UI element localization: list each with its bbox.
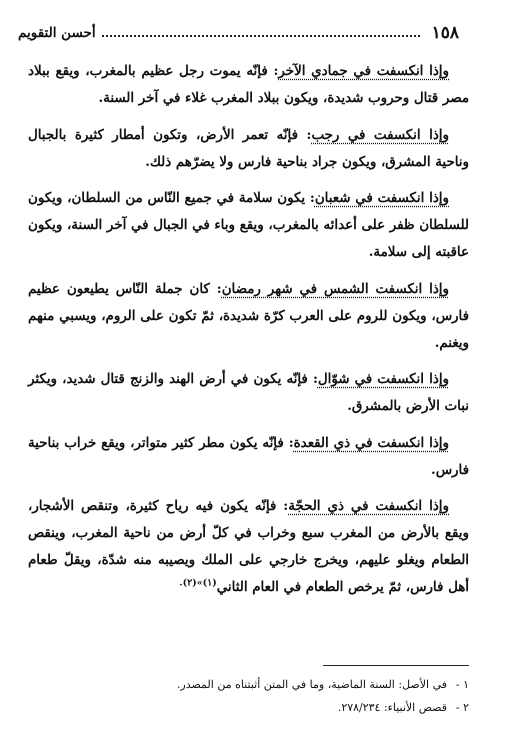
footnote-number: ١ - <box>455 678 469 691</box>
paragraph-shaban <box>28 185 469 266</box>
paragraph-lead: وإذا انكسفت في رجب <box>311 126 449 143</box>
paragraph-text: : فإنّه يموت رجل عظيم بالمغرب، ويقع ببلاد مصر قتال وحروب شديدة، ويكون ببلاد المغرب غلاء في آخر السنة. <box>28 63 469 106</box>
paragraph-text: : كان جملة النّاس يطيعون عظيم فارس، ويكون للروم على العرب كرّة شديدة، ثمّ تكون على الروم، ويسبي منهم ويغنم. <box>28 280 469 351</box>
paragraph-lead: وإذا انكسفت في ذي القعدة <box>293 434 449 451</box>
paragraph-text: : فإنّه تعمر الأرض، وتكون أمطار كثيرة بالجبال وناحية المشرق، ويكون جراد بناحية فارس ولا يضرّهم ذلك. <box>28 126 469 170</box>
footnote-text: في الأصل: السنة الماضية، وما في المتن أثبتناه من المصدر. <box>176 678 447 691</box>
paragraph-text: : يكون سلامة في جميع النّاس من السلطان، ويكون للسلطان ظفر على أعدائه بالمغرب، ويقع وباء في الجبال في آخر السنة، ويكون عاقبته إلى سلامة. <box>27 190 469 260</box>
running-header <box>18 22 459 44</box>
paragraph-shawwal <box>28 366 469 420</box>
paragraph-lead: وإذا انكسفت في جمادي الآخر <box>278 63 449 79</box>
footnote-text: قصص الأنبياء: ٢٧٨/٢٣٤. <box>337 701 447 714</box>
paragraph-dhu-al-qadah <box>28 430 469 484</box>
paragraph-lead: وإذا انكسفت في شعبان <box>314 190 449 206</box>
header-dot-leader <box>102 35 420 37</box>
page-number: ١٥٨ <box>431 23 459 43</box>
footnote-divider <box>323 665 469 666</box>
footnote-2 <box>28 696 469 719</box>
paragraph-rajab <box>28 122 469 176</box>
footnote-number: ٢ - <box>455 701 469 714</box>
footnote-1 <box>28 673 469 696</box>
main-text <box>28 58 469 611</box>
paragraph-text: : فإنّه يكون في أرض الهند والزنج قتال شديد، ويكثر نبات الأرض بالمشرق. <box>28 371 469 414</box>
paragraph-jumada-al-akhir <box>28 58 469 112</box>
paragraph-lead: وإذا انكسفت الشمس في شهر رمضان <box>221 280 449 297</box>
book-title: أحسن التقويم <box>18 25 96 41</box>
paragraph-lead: وإذا انكسفت في ذي الحجّة <box>288 498 449 514</box>
footnote-references: (١)»(٢). <box>179 577 217 589</box>
paragraph-text: : فإنّه يكون مطر كثير متواتر، ويقع خراب بناحية فارس. <box>28 434 469 478</box>
paragraph-ramadan <box>28 276 469 357</box>
footnotes <box>28 673 469 719</box>
paragraph-dhu-al-hijjah <box>28 493 469 601</box>
paragraph-lead: وإذا انكسفت في شوّال <box>317 371 450 387</box>
paragraph-text: : فإنّه يكون فيه رياح كثيرة، وتنقص الأشجار، ويقع بالأرض من المغرب سبع وخراب في كلّ أرض من ناحية المغرب، وينقص الطعام ويغلو عليهم، ويخرج خارجي على الملك ويصيبه منه شدّة، ويقلّ طعام أهل فارس، ثمّ يرخص الطعام في العام الثاني <box>28 498 469 595</box>
